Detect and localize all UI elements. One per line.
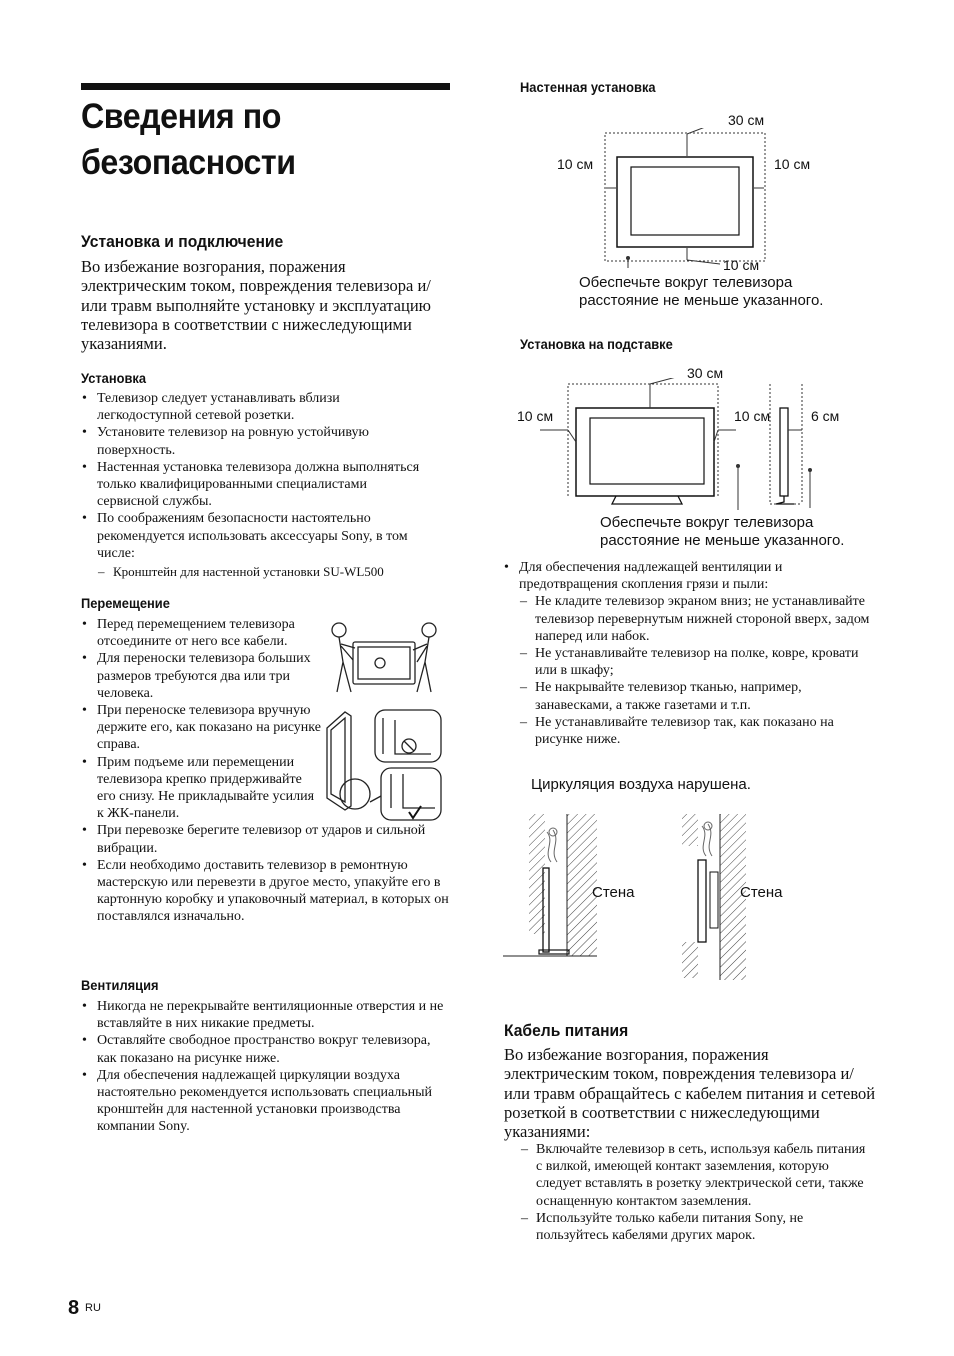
list-item: • При переноске телевизора вручную держите его, как показано на рисунке справа.: [81, 702, 322, 754]
list-item: • По соображениям безопасности настоятельно рекомендуется использовать аксессуары Sony, в том числе:: [81, 510, 431, 562]
accessories-list: [97, 563, 457, 580]
list-item: – Не устанавливайте телевизор на полке, ковре, кровати или в шкафу;: [519, 645, 875, 679]
installation-heading: Установка: [81, 370, 147, 386]
page-number: 8: [68, 1297, 80, 1319]
wall-left-label: 10 см: [557, 156, 594, 172]
list-item: [503, 559, 875, 748]
list-item: • Для обеспечения надлежащей циркуляции воздуха настоятельно рекомендуется использовать специальный кронштейн для настенной установки производства компании Sony.: [81, 1067, 453, 1136]
wall-mount-heading: Настенная установка: [520, 79, 656, 95]
list-item: – Кронштейн для настенной установки SU-WL500: [97, 563, 457, 580]
wall-bottom-label: 10 см: [723, 257, 760, 273]
wall-label-1: Стена: [592, 884, 635, 901]
list-item: • Никогда не перекрывайте вентиляционные отверстия и не вставляйте в них никакие предметы.: [81, 998, 453, 1032]
wall-right-label: 10 см: [774, 156, 811, 172]
language-code: RU: [85, 1302, 101, 1314]
list-item: • При перевозке берегите телевизор от ударов и сильной вибрации.: [81, 822, 453, 856]
power-cable-list: [520, 1141, 870, 1244]
ventilation-rules-list: [503, 559, 875, 748]
ventilation-rules-intro: Для обеспечения надлежащей вентиляции и предотвращения скопления грязи и пыли:: [519, 560, 783, 593]
list-item: – Не кладите телевизор экраном вниз; не устанавливайте телевизор перевернутым нижней стороной вверх, задом наперед или набок.: [519, 593, 875, 645]
install-heading: Установка и подключение: [81, 232, 284, 251]
list-item: • Если необходимо доставить телевизор в ремонтную мастерскую или перевезти в другое место, упакуйте его в картонную коробку и упаковочный материал, в которых он поставлялся изначально.: [81, 857, 453, 926]
moving-heading: Перемещение: [81, 595, 170, 611]
stand-mount-heading: Установка на подставке: [520, 336, 673, 352]
list-item: – Используйте только кабели питания Sony, не пользуйтесь кабелями других марок.: [520, 1210, 870, 1244]
list-item: – Не устанавливайте телевизор так, как показано на рисунке ниже.: [519, 714, 875, 748]
ventilation-rules-sublist: [519, 593, 875, 748]
page-title: Сведения по безопасности: [81, 97, 296, 182]
stand-back-label: 6 см: [811, 408, 840, 424]
list-item: • Для переноски телевизора больших размеров требуются два или три человека.: [81, 650, 313, 702]
airflow-caption: Циркуляция воздуха нарушена.: [531, 776, 751, 793]
install-intro: Во избежание возгорания, поражения электрическим током, повреждения телевизора и/или травм выполняйте установку и эксплуатацию телевизора в соответствии с нижеследующими указаниями.: [81, 257, 431, 354]
wall-top-label: 30 см: [728, 112, 765, 128]
wall-mount-caption: Обеспечьте вокруг телевизора расстояние не меньше указанного.: [579, 274, 824, 309]
power-cable-intro: Во избежание возгорания, поражения электрическим током, повреждения телевизора и/или травм обращайтесь с кабелем питания и сетевой розеткой в соответствии с нижеследующими указаниями:: [504, 1045, 876, 1142]
list-item: – Включайте телевизор в сеть, используя кабель питания с вилкой, имеющей контакт заземления, которую следует вставлять в розетку электрической сети, также оснащенную контактом заземления.: [520, 1141, 870, 1210]
list-item: • Перед перемещением телевизора отсоедините от него все кабели.: [81, 616, 307, 650]
holding-tv-illustration: [321, 708, 447, 826]
stand-left-label: 10 см: [517, 408, 554, 424]
wall-mount-diagram: [600, 128, 770, 268]
list-item: • Настенная установка телевизора должна выполняться только квалифицированными специалистами сервисной службы.: [81, 459, 431, 511]
stand-right-label: 10 см: [734, 408, 771, 424]
ventilation-heading: Вентиляция: [81, 977, 159, 993]
stand-mount-diagram: [540, 378, 830, 510]
carrying-tv-illustration: [325, 618, 445, 696]
list-item: • Прим подъеме или перемещении телевизора крепко придерживайте его снизу. Не прикладывайте усилия к ЖК-панели.: [81, 754, 322, 823]
power-cable-heading: Кабель питания: [504, 1021, 629, 1040]
wall-label-2: Стена: [740, 884, 783, 901]
list-item: – Не накрывайте телевизор тканью, например, занавесками, а также газетами и т.п.: [519, 679, 875, 713]
stand-mount-caption: Обеспечьте вокруг телевизора расстояние не меньше указанного.: [600, 514, 845, 549]
stand-top-label: 30 см: [687, 365, 724, 381]
list-item: • Оставляйте свободное пространство вокруг телевизора, как показано на рисунке ниже.: [81, 1032, 453, 1066]
airflow-stand-illustration: [503, 812, 603, 962]
list-item: • Телевизор следует устанавливать вблизи легкодоступной сетевой розетки.: [81, 390, 431, 424]
installation-list: [81, 390, 431, 562]
list-item: • Установите телевизор на ровную устойчивую поверхность.: [81, 424, 431, 458]
title-rule: [81, 83, 450, 90]
ventilation-list: [81, 998, 453, 1136]
